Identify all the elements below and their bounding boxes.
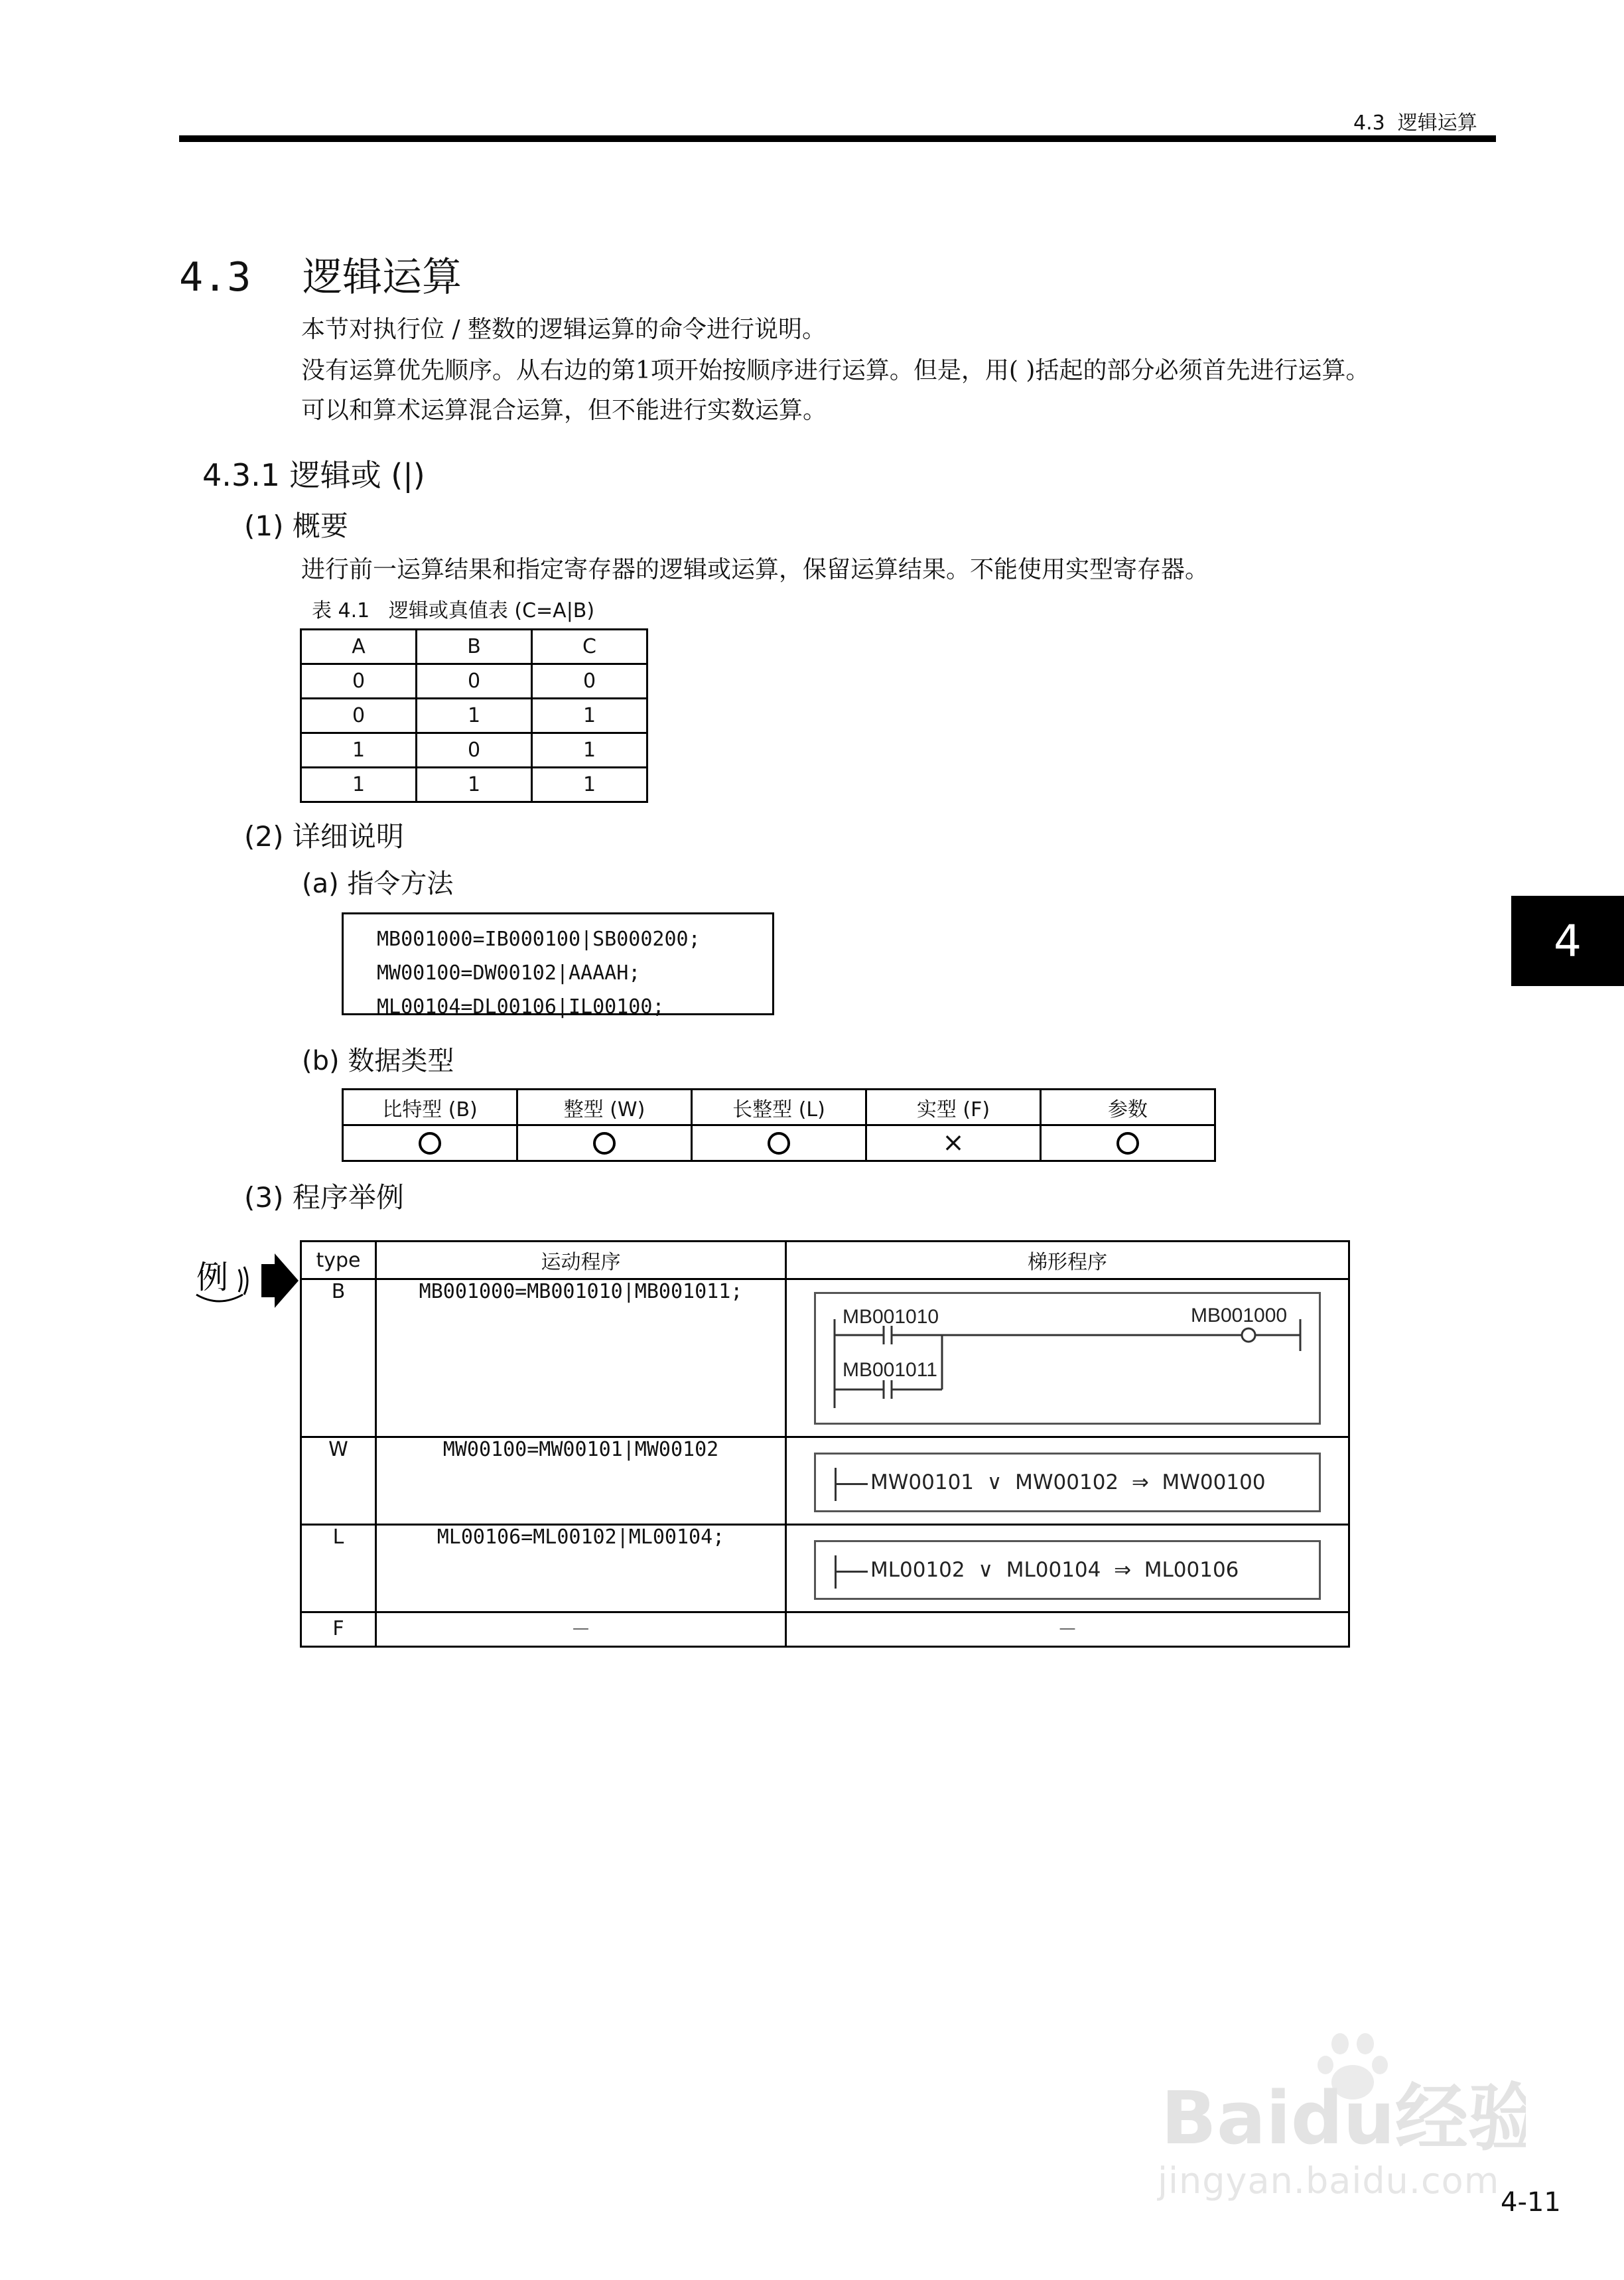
watermark-logo-text: Baidu经验 <box>1161 2076 1526 2157</box>
type-header-row <box>343 1090 1215 1125</box>
truth-cell: 0 <box>417 733 532 768</box>
example-type: L <box>301 1525 376 1612</box>
type-header-float: 实型 (F) <box>866 1090 1041 1125</box>
example-icon-label: 例 <box>196 1259 229 1296</box>
example-type: F <box>301 1612 376 1647</box>
example-header-ladder: 梯形程序 <box>786 1242 1349 1279</box>
supported-circle-icon <box>768 1132 790 1155</box>
table-row <box>301 1279 1349 1437</box>
types-heading: (b) 数据类型 <box>302 1046 454 1076</box>
truth-cell: 1 <box>532 733 647 768</box>
truth-cell: 1 <box>532 699 647 733</box>
truth-cell: 1 <box>417 699 532 733</box>
supported-circle-icon <box>1116 1132 1139 1155</box>
type-support-bit <box>343 1125 517 1161</box>
chapter-tab: 4 <box>1511 896 1624 986</box>
page-number: 4-11 <box>1501 2187 1561 2218</box>
type-support-float <box>866 1125 1041 1161</box>
table-row <box>301 664 647 699</box>
section-number: 4.3 <box>179 254 251 301</box>
section-title <box>179 246 462 303</box>
example-icon <box>187 1251 300 1313</box>
command-box <box>342 912 774 1019</box>
type-header-param: 参数 <box>1041 1090 1215 1125</box>
truth-cell: 0 <box>417 664 532 699</box>
watermark-logo <box>1154 2031 1526 2159</box>
table-row <box>301 1437 1349 1525</box>
command-line-1: MB001000=IB000100|SB000200; <box>377 928 701 951</box>
example-motion-code: － <box>376 1612 786 1647</box>
running-header: 4.3 逻辑运算 <box>1353 111 1477 135</box>
truth-cell: 0 <box>301 664 417 699</box>
ladder-expression-text: ML00102 ∨ ML00104 ⇒ ML00106 <box>870 1558 1239 1582</box>
intro-line-1: 本节对执行位 / 整数的逻辑运算的命令进行说明。 <box>301 316 827 343</box>
ladder-expression-text: MW00101 ∨ MW00102 ⇒ MW00100 <box>870 1470 1266 1494</box>
truth-table-header-row <box>301 630 647 664</box>
truth-header-b: B <box>417 630 532 664</box>
example-ladder-cell <box>786 1279 1349 1437</box>
table-row <box>301 768 647 802</box>
example-ladder-cell: － <box>786 1612 1349 1647</box>
type-support-param <box>1041 1125 1215 1161</box>
type-header-word: 整型 (W) <box>517 1090 692 1125</box>
command-line-2: MW00100=DW00102|AAAAH; <box>377 962 641 985</box>
unsupported-cross-icon: × <box>942 1127 965 1158</box>
example-table <box>300 1240 1350 1648</box>
table-row <box>301 1612 1349 1647</box>
example-header-row <box>301 1242 1349 1279</box>
type-support-word <box>517 1125 692 1161</box>
type-support-long <box>692 1125 866 1161</box>
example-motion-code: ML00106=ML00102|ML00104; <box>376 1525 786 1612</box>
table-row <box>301 699 647 733</box>
truth-cell: 0 <box>301 699 417 733</box>
example-type: B <box>301 1279 376 1437</box>
section-heading: 逻辑运算 <box>303 254 462 301</box>
usage-heading: (a) 指令方法 <box>302 869 454 899</box>
truth-table <box>300 628 648 803</box>
intro-line-3: 可以和算术运算混合运算，但不能进行实数运算。 <box>301 397 827 424</box>
example-ladder-cell <box>786 1525 1349 1612</box>
truth-table-caption: 表 4.1 逻辑或真值表 (C=A|B) <box>312 599 595 622</box>
header-rule <box>179 135 1496 142</box>
truth-cell: 1 <box>417 768 532 802</box>
example-ladder-cell <box>786 1437 1349 1525</box>
overview-text: 进行前一运算结果和指定寄存器的逻辑或运算，保留运算结果。不能使用实型寄存器。 <box>301 556 1209 583</box>
ladder-contact-label-1: MB001010 <box>843 1306 939 1328</box>
intro-line-2: 没有运算优先顺序。从右边的第1项开始按顺序进行运算。但是，用( )括起的部分必须首先进行运算。 <box>301 357 1370 384</box>
truth-cell: 1 <box>532 768 647 802</box>
table-row <box>301 733 647 768</box>
type-header-bit: 比特型 (B) <box>343 1090 517 1125</box>
example-header-type: type <box>301 1242 376 1279</box>
ladder-expression <box>814 1540 1321 1600</box>
truth-header-c: C <box>532 630 647 664</box>
supported-circle-icon <box>419 1132 441 1155</box>
table-row <box>301 1525 1349 1612</box>
data-type-table <box>342 1088 1216 1162</box>
type-support-row <box>343 1125 1215 1161</box>
example-motion-code: MW00100=MW00101|MW00102 <box>376 1437 786 1525</box>
ladder-contact-label-2: MB001011 <box>843 1359 937 1381</box>
truth-header-a: A <box>301 630 417 664</box>
ladder-expression <box>814 1453 1321 1512</box>
details-heading: (2) 详细说明 <box>244 820 404 853</box>
example-type: W <box>301 1437 376 1525</box>
truth-cell: 1 <box>301 768 417 802</box>
ladder-coil-label: MB001000 <box>1191 1305 1288 1326</box>
examples-heading: (3) 程序举例 <box>244 1181 404 1214</box>
supported-circle-icon <box>593 1132 616 1155</box>
command-line-3: ML00104=DL00106|IL00100; <box>377 995 665 1019</box>
truth-cell: 0 <box>532 664 647 699</box>
ladder-diagram <box>814 1292 1321 1425</box>
type-header-long: 长整型 (L) <box>692 1090 866 1125</box>
watermark-url: jingyan.baidu.com <box>1158 2160 1500 2202</box>
overview-heading: (1) 概要 <box>244 510 348 542</box>
example-motion-code: MB001000=MB001010|MB001011; <box>376 1279 786 1437</box>
truth-cell: 1 <box>301 733 417 768</box>
example-header-motion: 运动程序 <box>376 1242 786 1279</box>
subsection-title: 4.3.1 逻辑或 (|) <box>202 457 425 493</box>
